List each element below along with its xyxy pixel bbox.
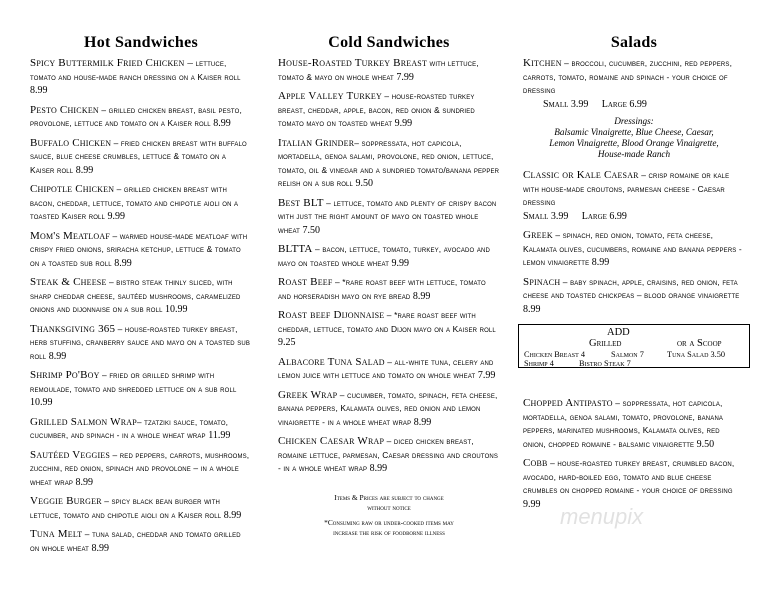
item-name: Cobb xyxy=(523,457,548,469)
item-name: Mom's Meatloaf xyxy=(30,229,110,242)
scoop-label: or a Scoop xyxy=(677,338,722,349)
item-name: Greek Wrap xyxy=(278,388,338,401)
item-name: Sautéed Veggies xyxy=(30,448,111,461)
large-price: Large 6.99 xyxy=(601,98,647,110)
item-name: Veggie Burger xyxy=(30,495,102,507)
grilled-label: Grilled xyxy=(589,338,622,349)
item-description: – bacon, lettuce, tomato, turkey, avocado and mayo on toasted whole wheat xyxy=(278,244,490,268)
item-description: with lettuce, tomato & mayo on whole wheat xyxy=(278,58,479,82)
menu-item xyxy=(30,415,252,442)
item-name: Spinach xyxy=(523,275,561,288)
item-price: 8.99 xyxy=(412,290,431,302)
menu-item xyxy=(278,89,500,130)
menu-item xyxy=(278,308,500,349)
item-description: – fried chicken breast with buffalo sauce, blue cheese crumbles, lettuce & tomato on a Kaiser roll xyxy=(30,137,247,175)
item-name: Steak & Cheese xyxy=(30,276,107,288)
menu-item xyxy=(278,434,500,475)
item-description: – tuna salad, cheddar and tomato grilled on whole wheat xyxy=(30,529,241,553)
item-description: – cucumber, tomato, spinach, feta cheese, banana peppers, Kalamata olives, red onion and lemon vinaigrette - in a whole wheat wrap xyxy=(278,389,498,427)
cold-sandwiches-list xyxy=(278,56,500,481)
add-chicken-price: Chicken Breast 4 xyxy=(524,350,586,359)
add-salmon-price: Salmon 7 xyxy=(611,350,644,359)
item-price: 8.99 xyxy=(591,257,610,268)
menu-item xyxy=(30,448,252,489)
item-price: 8.99 xyxy=(75,164,94,176)
item-name: Apple Valley Turkey xyxy=(278,90,382,102)
item-price: 8.99 xyxy=(213,118,231,129)
item-price: 7.99 xyxy=(477,370,496,381)
item-price: 9.99 xyxy=(523,498,541,510)
item-description: – lettuce, tomato and plenty of crispy bacon with just the right amount of mayo on toasted whole wheat xyxy=(278,197,497,235)
notice-line: without notice xyxy=(367,503,411,512)
item-price: 10.99 xyxy=(30,397,53,408)
item-price: 8.99 xyxy=(91,542,109,554)
item-price: 9.25 xyxy=(278,337,296,348)
notice-line: Items & Prices are subject to change xyxy=(334,493,444,502)
add-label: ADD xyxy=(607,327,630,338)
add-tuna-price: Tuna Salad 3.50 xyxy=(667,350,726,359)
item-description: – spinach, red onion, tomato, feta cheese, Kalamata olives, cucumbers, romaine and banana peppers - lemon vinaigrette xyxy=(523,230,742,267)
item-description: – grilled chicken breast with bacon, cheddar, lettuce, tomato and chipotle aioli on a toasted Kaiser roll xyxy=(30,184,239,221)
item-price: 9.99 xyxy=(107,211,125,222)
item-description: – soppressata, hot capicola, mortadella, genoa salami, provolone, red onion, lettuce, tomato, oil & vinegar and a sundried tomato/banana pepper relish on a sub roll xyxy=(278,137,500,188)
item-name: Kitchen xyxy=(523,57,562,69)
item-name: Classic or Kale Caesar xyxy=(523,169,639,181)
item-name: Chicken Caesar Wrap xyxy=(278,435,385,447)
item-name: Pesto Chicken xyxy=(30,103,99,116)
dressings-label: Dressings: xyxy=(614,116,654,126)
item-name: Roast Beef xyxy=(278,276,333,288)
item-description: – all-white tuna, celery and lemon juice with lettuce and tomato on whole wheat xyxy=(278,356,494,380)
salad-item-kitchen xyxy=(523,56,745,110)
item-name: Spicy Buttermilk Fried Chicken – xyxy=(30,57,194,69)
item-price: 11.99 xyxy=(208,430,231,441)
item-price: 8.99 xyxy=(523,303,541,315)
item-price: 9.50 xyxy=(355,178,373,189)
menu-item xyxy=(523,275,745,316)
menu-item xyxy=(278,388,500,429)
dressings-line: House-made Ranch xyxy=(597,149,671,159)
item-name: Chopped Antipasto xyxy=(523,397,613,409)
advisory-line: *Consuming raw or under-cooked items may xyxy=(324,518,454,527)
item-price: 9.99 xyxy=(391,257,410,269)
item-name: Greek xyxy=(523,229,553,241)
dressings-list xyxy=(523,116,745,160)
menu-item xyxy=(30,494,252,521)
menu-item xyxy=(30,322,252,363)
salads-title: Salads xyxy=(610,34,658,51)
item-name: Shrimp Po'Boy xyxy=(30,369,100,381)
item-price: 8.99 xyxy=(413,416,432,428)
salad-item-caesar xyxy=(523,168,745,222)
menu-item xyxy=(30,229,252,270)
menu-item xyxy=(30,182,252,223)
menu-item xyxy=(30,275,252,316)
menu-item xyxy=(523,228,745,269)
item-name: BLTTA xyxy=(278,243,313,255)
item-description: – house-roasted turkey breast, herb stuffing, cranberry sauce and mayo on a toasted sub roll xyxy=(30,323,251,361)
item-description: – warmed house-made meatloaf with crispy fried onions, sriracha ketchup, lettuce & tomato on a toasted sub roll xyxy=(30,230,248,268)
item-description: – grilled chicken breast, basil pesto, provolone, lettuce and tomato on a Kaiser roll xyxy=(30,104,242,128)
menu-item xyxy=(278,275,500,302)
item-description: lettuce, tomato and house-made ranch dressing on a Kaiser roll xyxy=(30,58,241,82)
item-price: 8.99 xyxy=(48,350,67,362)
small-price: Small 3.99 xyxy=(543,98,589,110)
item-description: – fried or grilled shrimp with remoulade, tomato and shredded lettuce on a sub roll xyxy=(30,370,237,394)
item-price: 9.50 xyxy=(696,438,715,450)
item-description: – soppressata, hot capicola, mortadella, genoa salami, tomato, provolone, banana peppers, marinated mushrooms, Kalamata olives, red onion, chopped romaine - balsamic vinaigrette xyxy=(523,398,724,449)
menu-item xyxy=(30,136,252,177)
item-price: 8.99 xyxy=(369,463,388,474)
item-price: 8.99 xyxy=(75,476,94,488)
menu-item xyxy=(30,56,252,97)
menu-item xyxy=(278,242,500,269)
dressings-line: Lemon Vinaigrette, Blood Orange Vinaigrette, xyxy=(549,138,719,148)
salad-items-upper xyxy=(523,228,745,315)
item-description: – broccoli, cucumber, zucchini, red peppers, carrots, tomato, romaine and spinach - your choice of dressing xyxy=(523,58,733,95)
item-description: – *rare roast beef with cheddar, lettuce, tomato and Dijon mayo on a Kaiser roll xyxy=(278,310,496,334)
item-price: 10.99 xyxy=(165,304,188,315)
item-name: Buffalo Chicken xyxy=(30,136,112,149)
cold-sandwiches-title: Cold Sandwiches xyxy=(328,34,450,51)
item-name: Italian Grinder xyxy=(278,136,355,149)
price-change-notice xyxy=(278,493,500,513)
large-price: Large 6.99 xyxy=(581,210,627,222)
item-description: – baby spinach, apple, craisins, red onion, feta cheese and toasted chickpeas – blood orange vinaigrette xyxy=(523,276,740,300)
item-description: – house-roasted turkey breast, cheddar, apple, bacon, red onion & sundried tomato mayo on toasted wheat xyxy=(278,91,475,128)
item-description: – tzatziki sauce, tomato, cucumber, and spinach - in a whole wheat wrap xyxy=(30,416,229,440)
item-price: 8.99 xyxy=(30,85,48,96)
item-price: 8.99 xyxy=(223,509,242,521)
item-description: – crisp romaine or kale with house-made croutons, parmesan cheese - Caesar dressing xyxy=(523,170,730,207)
hot-sandwiches-title: Hot Sandwiches xyxy=(84,34,198,51)
salad-items-lower xyxy=(523,396,745,516)
item-name: Roast beef Dijonnaise xyxy=(278,309,385,321)
add-steak-price: Bistro Steak 7 xyxy=(579,359,631,368)
item-price: 7.50 xyxy=(302,224,320,236)
menu-item xyxy=(30,527,252,554)
item-name: Thanksgiving 365 xyxy=(30,322,116,335)
item-name: Grilled Salmon Wrap xyxy=(30,415,137,428)
small-price: Small 3.99 xyxy=(523,210,569,222)
item-description: – red peppers, carrots, mushrooms, zucchini, red onion, spinach and provolone – in a whole wheat wrap xyxy=(30,449,250,487)
salads-list xyxy=(523,56,745,321)
item-name: Chipotle Chicken xyxy=(30,183,115,195)
add-protein-box xyxy=(518,324,750,368)
menu-item xyxy=(278,136,500,190)
hot-sandwiches-list xyxy=(30,56,252,560)
menu-item xyxy=(523,456,745,510)
menu-item xyxy=(30,103,252,130)
consumption-advisory xyxy=(278,518,500,538)
menu-item xyxy=(278,56,500,83)
menu-item xyxy=(278,355,500,382)
menu-item xyxy=(30,368,252,409)
advisory-line: increase the risk of foodborne illness xyxy=(333,528,445,537)
item-description: – bistro steak thinly sliced, with sharp cheddar cheese, sautéed mushrooms, caramelized onions and dijonnaise on a sub roll xyxy=(30,277,241,314)
menu-item xyxy=(523,396,745,450)
item-description: – house-roasted turkey breast, crumbled bacon, avocado, hard-boiled egg, tomato and blue cheese crumbles on chopped romaine - your choice of dressing xyxy=(523,458,735,495)
item-name: Best BLT xyxy=(278,196,324,209)
watermark-logo: menupix xyxy=(560,504,644,529)
item-name: Albacore Tuna Salad xyxy=(278,355,385,368)
item-price: 9.99 xyxy=(394,118,413,129)
item-price: 8.99 xyxy=(114,257,132,269)
menu-item xyxy=(278,196,500,237)
item-description: – spicy black bean burger with lettuce, tomato and chipotle aioli on a Kaiser roll xyxy=(30,496,224,520)
item-name: House-Roasted Turkey Breast xyxy=(278,57,428,69)
dressings-line: Balsamic Vinaigrette, Blue Cheese, Caesar, xyxy=(554,127,714,137)
item-name: Tuna Melt xyxy=(30,528,83,540)
item-description: – *rare roast beef with lettuce, tomato and horseradish mayo on rye bread xyxy=(278,277,486,301)
item-description: – diced chicken breast, romaine lettuce, parmesan, Caesar dressing and croutons - in a whole wheat wrap xyxy=(278,436,499,473)
item-price: 7.99 xyxy=(396,71,414,83)
add-shrimp-price: Shrimp 4 xyxy=(524,359,554,368)
